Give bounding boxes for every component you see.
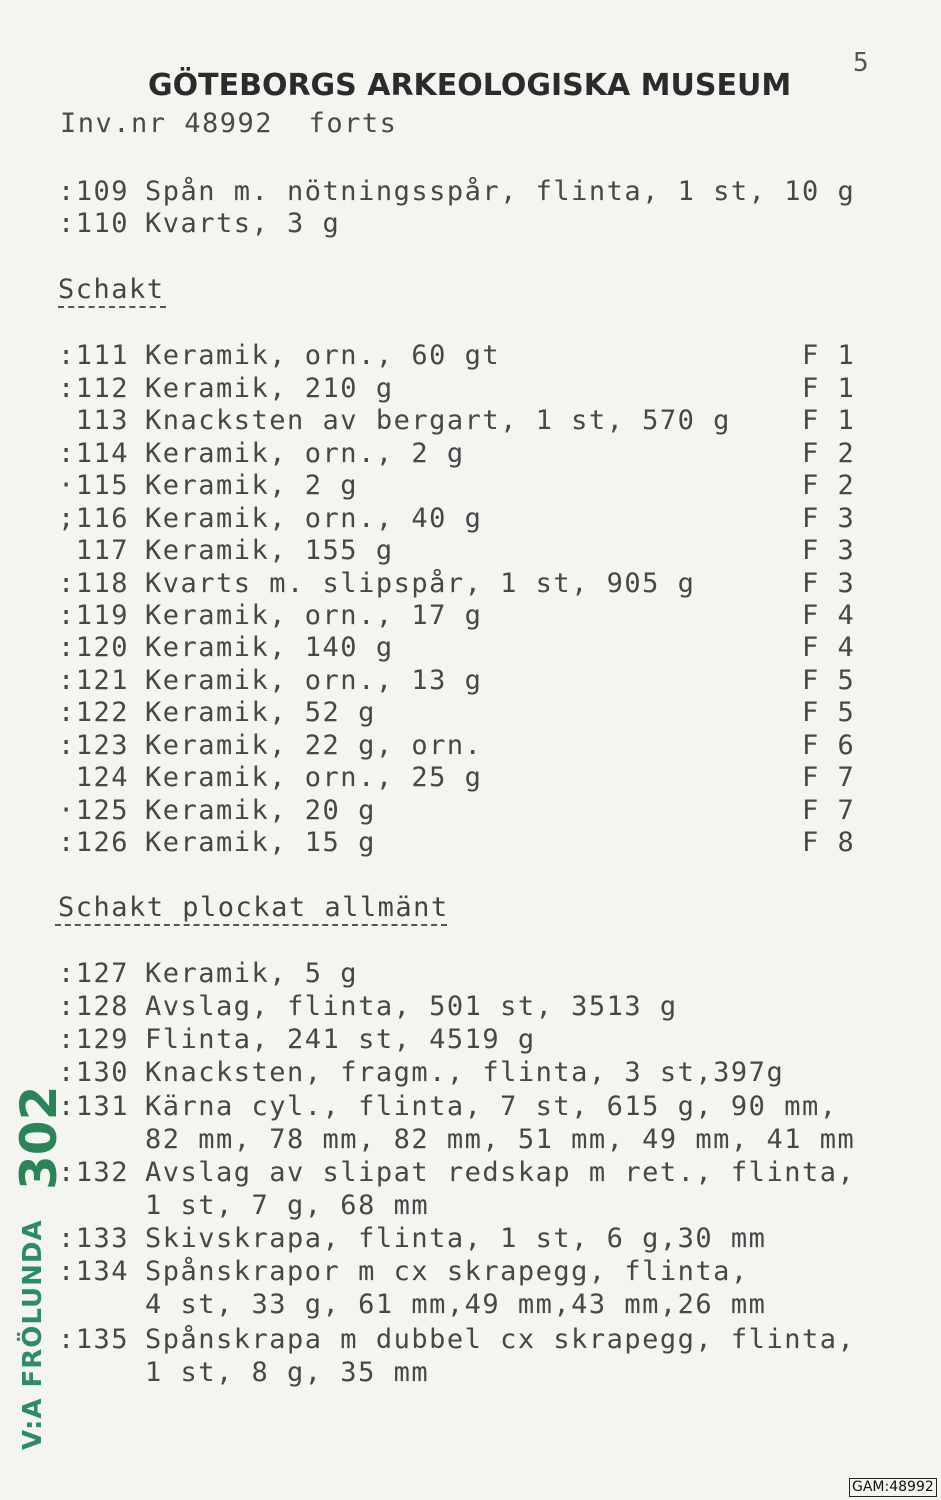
find-layer: F 3	[802, 503, 856, 534]
find-layer: F 3	[802, 535, 856, 566]
item-description: Avslag av slipat redskap m ret., flinta,	[145, 1157, 856, 1188]
find-layer: F 4	[802, 632, 856, 663]
item-number: :133	[58, 1223, 130, 1254]
find-layer: F 6	[802, 730, 856, 761]
section-heading-schakt: Schakt	[58, 274, 165, 305]
item-description: Keramik, 15 g	[145, 827, 376, 858]
item-number: :121	[58, 665, 130, 696]
item-description: Keramik, 140 g	[145, 632, 394, 663]
item-number: :119	[58, 600, 130, 631]
inventory-number: Inv.nr 48992 forts	[60, 108, 398, 139]
item-description-continued: 1 st, 8 g, 35 mm	[145, 1357, 430, 1388]
item-description: Keramik, orn., 13 g	[145, 665, 483, 696]
item-description: Keramik, orn., 60 gt	[145, 340, 501, 371]
item-number: :135	[58, 1324, 130, 1355]
item-number: :109	[58, 176, 130, 207]
find-layer: F 7	[802, 762, 856, 793]
item-number: :130	[58, 1057, 130, 1088]
item-description: Keramik, 210 g	[145, 373, 394, 404]
item-number: :122	[58, 697, 130, 728]
item-number: ·125	[58, 795, 130, 826]
find-layer: F 2	[802, 470, 856, 501]
item-description-continued: 4 st, 33 g, 61 mm,49 mm,43 mm,26 mm	[145, 1289, 767, 1320]
museum-title: GÖTEBORGS ARKEOLOGISKA MUSEUM	[148, 68, 792, 103]
find-layer: F 1	[802, 405, 856, 436]
find-layer: F 4	[802, 600, 856, 631]
item-number: :123	[58, 730, 130, 761]
item-description: Flinta, 241 st, 4519 g	[145, 1024, 536, 1055]
location-stamp: V:A FRÖLUNDA	[18, 1219, 48, 1450]
find-layer: F 8	[802, 827, 856, 858]
item-description: Kvarts m. slipspår, 1 st, 905 g	[145, 568, 696, 599]
item-description-continued: 1 st, 7 g, 68 mm	[145, 1190, 430, 1221]
find-layer: F 1	[802, 340, 856, 371]
item-description: Keramik, orn., 25 g	[145, 762, 483, 793]
item-number: :118	[58, 568, 130, 599]
item-number: 117	[58, 535, 130, 566]
item-number: :132	[58, 1157, 130, 1188]
item-number: :129	[58, 1024, 130, 1055]
heading-underline	[58, 306, 166, 308]
item-number: :127	[58, 958, 130, 989]
page-number: 5	[853, 48, 869, 78]
archive-label: GAM:48992	[849, 1478, 937, 1497]
find-layer: F 2	[802, 438, 856, 469]
item-description: Spånskrapor m cx skrapegg, flinta,	[145, 1256, 749, 1287]
item-description: Knacksten, fragm., flinta, 3 st,397g	[145, 1057, 785, 1088]
item-number: :111	[58, 340, 130, 371]
item-number: ;116	[58, 503, 130, 534]
find-layer: F 1	[802, 373, 856, 404]
item-description: Keramik, 2 g	[145, 470, 359, 501]
item-description: Avslag, flinta, 501 st, 3513 g	[145, 991, 678, 1022]
item-number: 113	[58, 405, 130, 436]
item-number: :120	[58, 632, 130, 663]
item-description: Keramik, 22 g, orn.	[145, 730, 483, 761]
find-layer: F 7	[802, 795, 856, 826]
item-number: :134	[58, 1256, 130, 1287]
item-description: Keramik, orn., 40 g	[145, 503, 483, 534]
item-description: Keramik, 20 g	[145, 795, 376, 826]
item-number: :131	[58, 1091, 130, 1122]
item-number: :114	[58, 438, 130, 469]
find-layer: F 3	[802, 568, 856, 599]
item-description: Keramik, 5 g	[145, 958, 359, 989]
item-description: Kvarts, 3 g	[145, 208, 341, 239]
item-description: Spån m. nötningsspår, flinta, 1 st, 10 g	[145, 176, 856, 207]
find-layer: F 5	[802, 697, 856, 728]
item-number: 124	[58, 762, 130, 793]
stamp-number: 302	[10, 1085, 68, 1190]
item-number: :126	[58, 827, 130, 858]
find-layer: F 5	[802, 665, 856, 696]
item-description: Spånskrapa m dubbel cx skrapegg, flinta,	[145, 1324, 856, 1355]
item-description: Keramik, orn., 17 g	[145, 600, 483, 631]
item-description: Knacksten av bergart, 1 st, 570 g	[145, 405, 731, 436]
item-number: :110	[58, 208, 130, 239]
item-description: Keramik, 155 g	[145, 535, 394, 566]
item-number: ·115	[58, 470, 130, 501]
item-description-continued: 82 mm, 78 mm, 82 mm, 51 mm, 49 mm, 41 mm	[145, 1124, 856, 1155]
section-heading-plockat: Schakt plockat allmänt	[58, 892, 449, 923]
heading-underline	[55, 924, 447, 926]
item-number: :128	[58, 991, 130, 1022]
item-description: Keramik, orn., 2 g	[145, 438, 465, 469]
item-description: Skivskrapa, flinta, 1 st, 6 g,30 mm	[145, 1223, 767, 1254]
item-description: Kärna cyl., flinta, 7 st, 615 g, 90 mm,	[145, 1091, 838, 1122]
item-number: :112	[58, 373, 130, 404]
item-description: Keramik, 52 g	[145, 697, 376, 728]
